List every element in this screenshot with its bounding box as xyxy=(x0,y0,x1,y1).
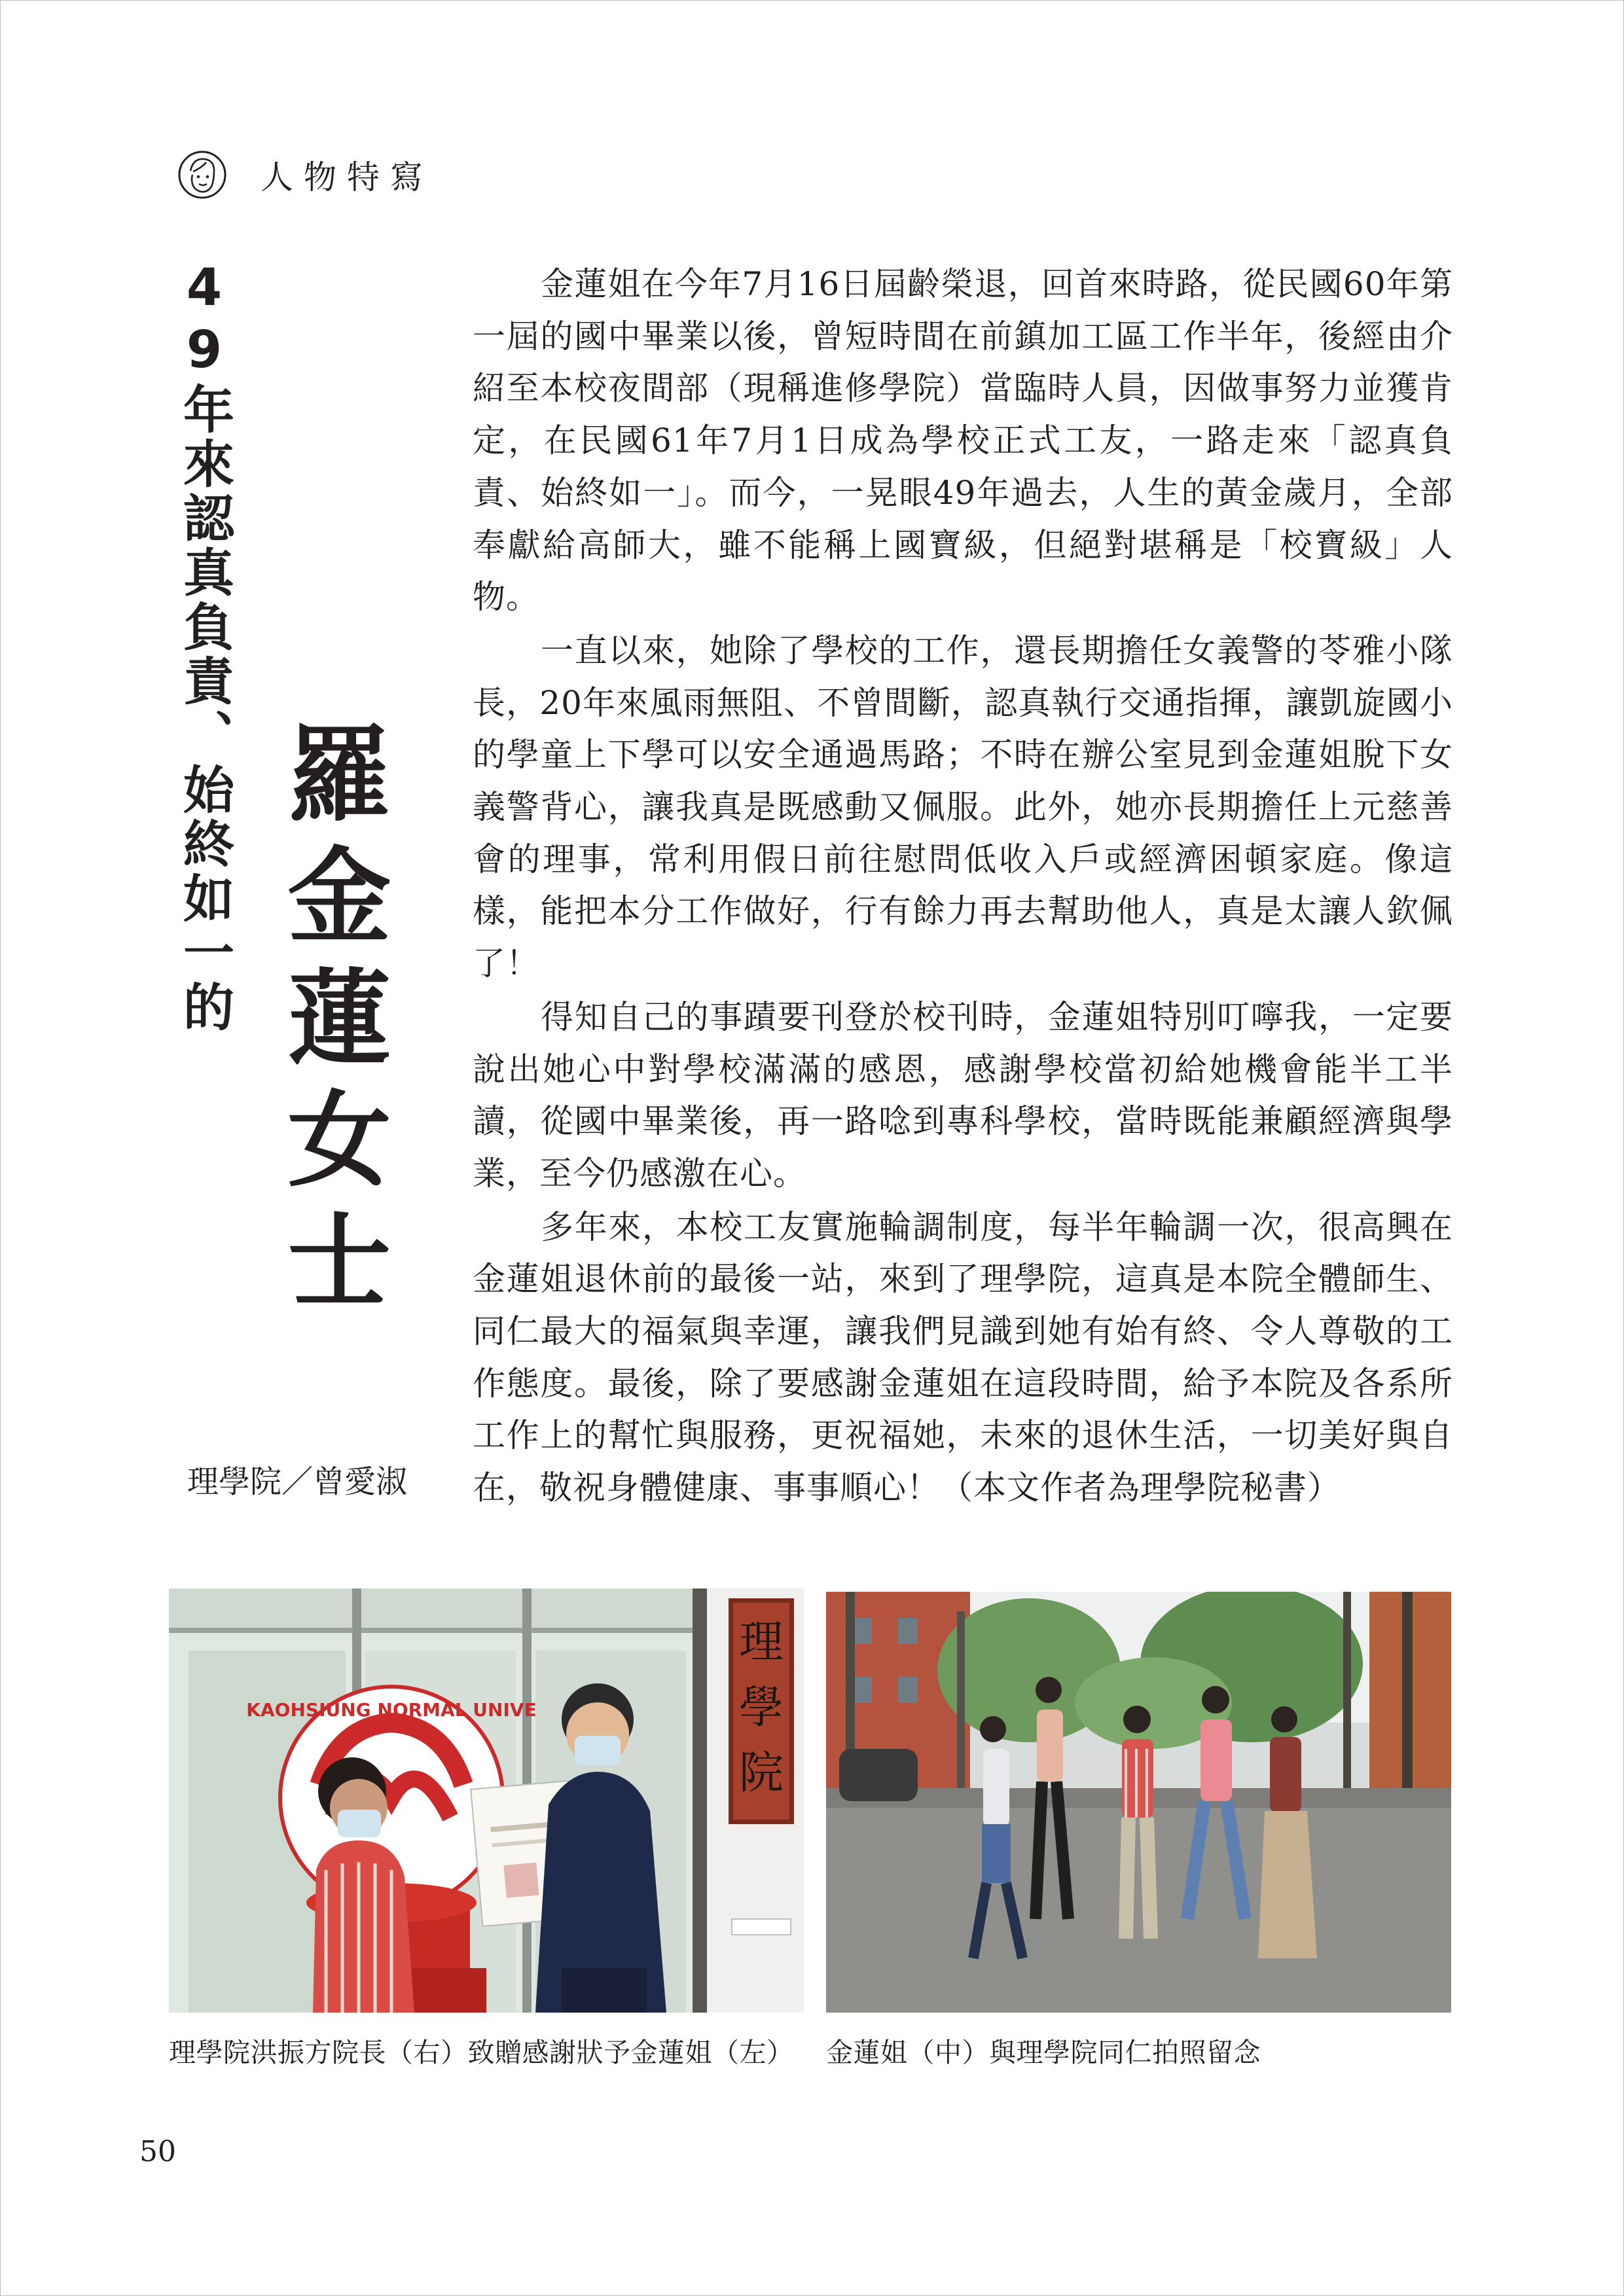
article-paragraph: 多年來，本校工友實施輪調制度，每半年輪調一次，很高興在金蓮姐退休前的最後一站，來到了理學院，這真是本院全體師生、同仁最大的福氣與幸運，讓我們見識到她有始有終、令人尊敬的工作態度。最後，除了要感謝金蓮姐在這段時間，給予本院及各系所工作上的幫忙與服務，更祝福她，未來的退休生活，一切美好與自在，敬祝身體健康、事事順心！（本文作者為理學院秘書） xyxy=(473,1208,1453,1507)
page-number: 50 xyxy=(139,2135,176,2168)
photo-caption-left: 理學院洪振方院長（右）致贈感謝狀予金蓮姐（左） xyxy=(169,2037,794,2068)
logo-text: KAOHSIUNG NORMAL UNIVE xyxy=(246,1699,537,1721)
photo-caption-right: 金蓮姐（中）與理學院同仁拍照留念 xyxy=(826,2037,1261,2068)
person-face-icon xyxy=(177,149,228,200)
byline: 理學院／曾愛淑 xyxy=(187,1463,408,1500)
article-paragraph: 一直以來，她除了學校的工作，還長期擔任女義警的苓雅小隊長，20年來風雨無阻、不曾間斷，認真執行交通指揮，讓凱旋國小的學童上下學可以安全通過馬路；不時在辦公室見到金蓮姐脫下女義警背心，讓我真是既感動又佩服。此外，她亦長期擔任上元慈善會的理事，常利用假日前往慰問低收入戶或經濟困頓家庭。像這樣，能把本分工作做好，行有餘力再去幫助他人，真是太讓人欽佩了！ xyxy=(473,631,1453,983)
photo-group xyxy=(826,1592,1451,2013)
article-paragraph: 得知自己的事蹟要刊登於校刊時，金蓮姐特別叮嚀我，一定要說出她心中對學校滿滿的感恩，感謝學校當初給她機會能半工半讀，從國中畢業後，再一路唸到專科學校，當時既能兼顧經濟與學業，至今仍感激在心。 xyxy=(473,997,1453,1193)
headline-subtitle: 49年來認真負責、始終如一的 xyxy=(175,259,234,1035)
section-title: 人物特寫 xyxy=(261,158,433,196)
sign-text: 理學院 xyxy=(738,1617,784,1799)
article-body xyxy=(473,259,1453,1516)
photo-award-ceremony xyxy=(169,1588,804,2013)
section-header xyxy=(177,149,433,200)
headline-name: 羅金蓮女士 xyxy=(270,720,391,1329)
article-paragraph: 金蓮姐在今年7月16日屆齡榮退，回首來時路，從民國60年第一屆的國中畢業以後，曾短時間在前鎮加工區工作半年，後經由介紹至本校夜間部（現稱進修學院）當臨時人員，因做事努力並獲肯定，在民國61年7月1日成為學校正式工友，一路走來「認真負責、始終如一」。而今，一晃眼49年過去，人生的黃金歲月，全部奉獻給高師大，雖不能稱上國寶級，但絕對堪稱是「校寶級」人物。 xyxy=(473,265,1453,617)
